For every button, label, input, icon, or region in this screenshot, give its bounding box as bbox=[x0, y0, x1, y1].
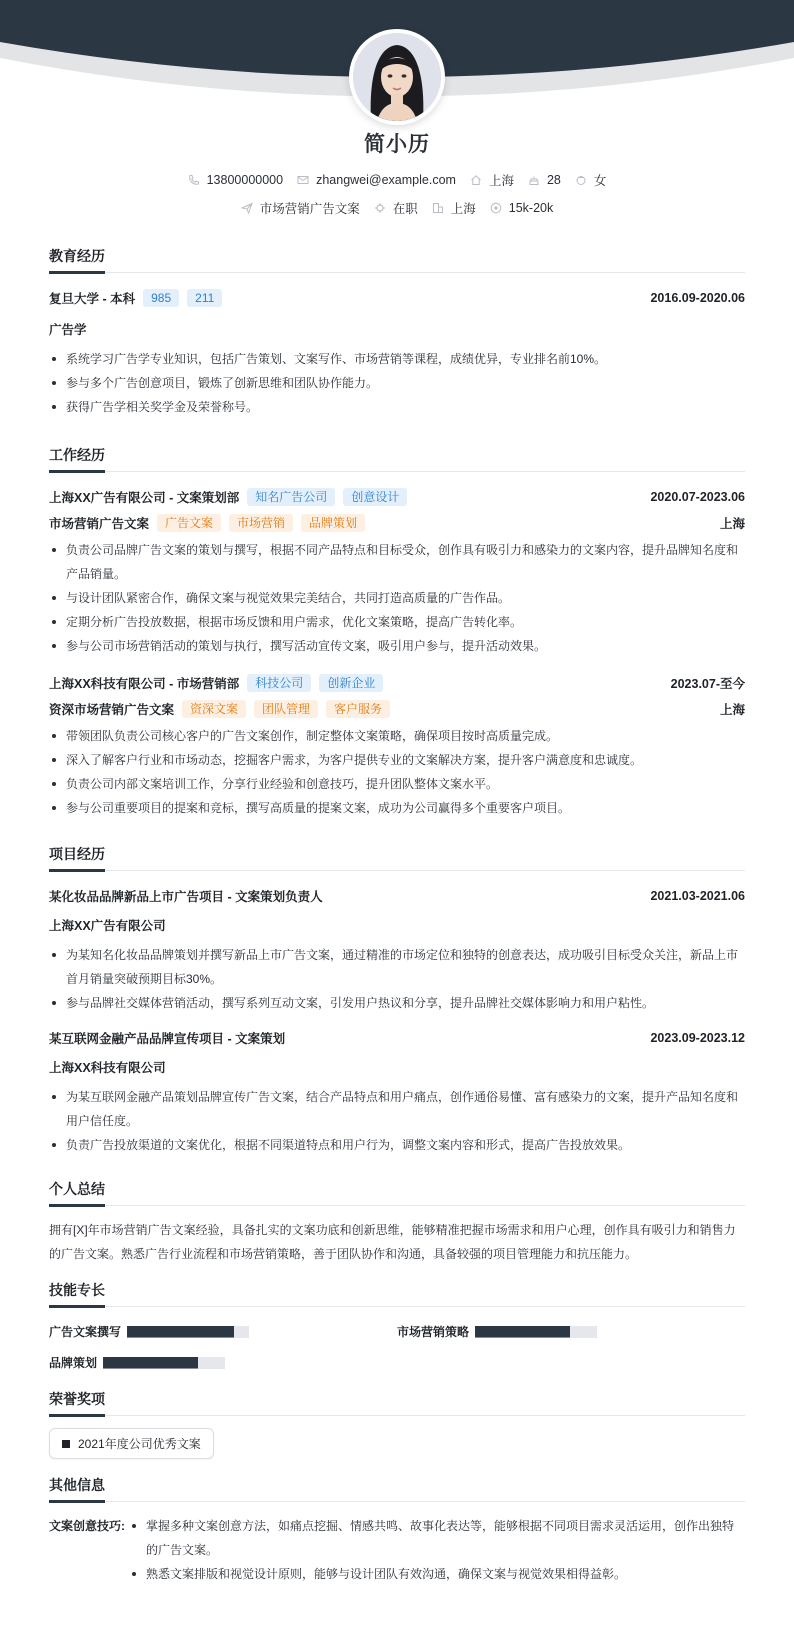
contact-info-row bbox=[0, 171, 794, 189]
skill-name: 广告文案撰写 bbox=[49, 1325, 122, 1339]
work-item bbox=[49, 670, 745, 820]
job-intent-salary bbox=[490, 201, 553, 215]
job-city-value: 上海 bbox=[450, 202, 476, 216]
skill-item bbox=[49, 1323, 397, 1340]
avatar bbox=[349, 29, 445, 125]
work-bullets bbox=[49, 538, 745, 658]
list-item: 系统学习广告学专业知识，包括广告策划、文案写作、市场营销等课程，成绩优异，专业排名前10%。 bbox=[49, 347, 745, 371]
skill-name: 品牌策划 bbox=[49, 1356, 98, 1370]
projects-section bbox=[49, 844, 745, 1157]
other-section bbox=[49, 1475, 745, 1586]
work-section bbox=[49, 445, 745, 820]
company-name: 上海XX广告有限公司 - 文案策划部 bbox=[49, 491, 240, 505]
other-info-label: 文案创意技巧: bbox=[49, 1519, 125, 1533]
list-item: 熟悉文案排版和视觉设计原则，能够与设计团队有效沟通，确保文案与视觉效果相得益彰。 bbox=[129, 1562, 745, 1586]
project-date: 2023.09-2023.12 bbox=[650, 1031, 745, 1045]
list-item: 掌握多种文案创意方法，如痛点挖掘、情感共鸣、故事化表达等，能够根据不同项目需求灵活运用，创作出独特的广告文案。 bbox=[129, 1514, 745, 1562]
salary-value: 15k-20k bbox=[508, 201, 554, 215]
work-bullets bbox=[49, 724, 745, 820]
project-header-row bbox=[49, 883, 745, 909]
email-value: zhangwei@example.com bbox=[316, 173, 456, 187]
education-item bbox=[49, 285, 745, 419]
project-header-row bbox=[49, 1025, 745, 1051]
position-tag: 资深文案 bbox=[182, 700, 246, 718]
position-tag: 广告文案 bbox=[157, 514, 221, 532]
contact-city bbox=[470, 171, 514, 189]
list-item: 为某互联网金融产品策划品牌宣传广告文案，结合产品特点和用户痛点，创作通俗易懂、富有感染力的文案，提升产品知名度和用户信任度。 bbox=[49, 1085, 745, 1133]
phone-value: 13800000000 bbox=[206, 173, 284, 187]
list-item: 深入了解客户行业和市场动态，挖掘客户需求，为客户提供专业的文案解决方案，提升客户满意度和忠诚度。 bbox=[49, 748, 745, 772]
age-value: 28 bbox=[546, 173, 561, 187]
list-item: 参与公司重要项目的提案和竞标，撰写高质量的提案文案，成功为公司赢得多个重要客户项目。 bbox=[49, 796, 745, 820]
skill-level-fill bbox=[475, 1326, 570, 1338]
job-intent-position bbox=[241, 199, 360, 217]
project-company: 上海XX广告有限公司 bbox=[49, 919, 166, 933]
skill-name: 市场营销策略 bbox=[397, 1325, 470, 1339]
work-company-row bbox=[49, 670, 745, 696]
work-location: 上海 bbox=[719, 517, 745, 531]
school-tag: 211 bbox=[187, 289, 222, 307]
project-item bbox=[49, 1025, 745, 1157]
list-item: 参与品牌社交媒体营销活动，撰写系列互动文案，引发用户热议和分享，提升品牌社交媒体影响力和用户粘性。 bbox=[49, 991, 745, 1015]
status-icon bbox=[374, 202, 386, 214]
work-company-row bbox=[49, 484, 745, 510]
position-tag: 客户服务 bbox=[326, 700, 390, 718]
school-tag: 985 bbox=[143, 289, 179, 307]
education-header-row bbox=[49, 285, 745, 311]
education-date: 2016.09-2020.06 bbox=[650, 291, 745, 305]
project-name: 某化妆品品牌新品上市广告项目 - 文案策划负责人 bbox=[49, 890, 323, 904]
list-item: 与设计团队紧密合作，确保文案与视觉效果完美结合，共同打造高质量的广告作品。 bbox=[49, 586, 745, 610]
company-tag: 科技公司 bbox=[247, 674, 311, 692]
position-tag: 团队管理 bbox=[254, 700, 318, 718]
section-title: 个人总结 bbox=[49, 1179, 745, 1206]
other-info-bullets bbox=[129, 1514, 745, 1586]
square-bullet-icon bbox=[62, 1440, 70, 1448]
company-tag: 创新企业 bbox=[319, 674, 383, 692]
skill-item bbox=[397, 1323, 745, 1340]
honor-name: 2021年度公司优秀文案 bbox=[78, 1437, 201, 1451]
school-name: 复旦大学 - 本科 bbox=[49, 292, 136, 306]
skill-level-bar bbox=[475, 1326, 597, 1338]
other-info-row bbox=[49, 1514, 745, 1586]
position-value: 市场营销广告文案 bbox=[259, 202, 360, 216]
list-item: 获得广告学相关奖学金及荣誉称号。 bbox=[49, 395, 745, 419]
major: 广告学 bbox=[49, 323, 87, 337]
skill-level-fill bbox=[127, 1326, 234, 1338]
project-item bbox=[49, 883, 745, 1015]
company-tag: 知名广告公司 bbox=[247, 488, 335, 506]
position-name: 资深市场营销广告文案 bbox=[49, 703, 175, 717]
project-bullets bbox=[49, 943, 745, 1015]
skills-list bbox=[49, 1323, 745, 1371]
summary-section bbox=[49, 1179, 745, 1266]
company-tag: 创意设计 bbox=[343, 488, 407, 506]
work-position-row bbox=[49, 696, 745, 722]
mail-icon bbox=[297, 174, 309, 186]
honors-section bbox=[49, 1389, 745, 1459]
list-item: 为某知名化妆品品牌策划并撰写新品上市广告文案，通过精准的市场定位和独特的创意表达，成功吸引目标受众关注，新品上市首月销量突破预期目标30%。 bbox=[49, 943, 745, 991]
building-icon bbox=[432, 202, 444, 214]
section-title: 工作经历 bbox=[49, 445, 745, 472]
position-tag: 市场营销 bbox=[229, 514, 293, 532]
work-date: 2020.07-2023.06 bbox=[650, 490, 745, 504]
list-item: 参与公司市场营销活动的策划与执行，撰写活动宣传文案，吸引用户参与，提升活动效果。 bbox=[49, 634, 745, 658]
list-item: 参与多个广告创意项目，锻炼了创新思维和团队协作能力。 bbox=[49, 371, 745, 395]
job-intent-row bbox=[0, 199, 794, 217]
phone-icon bbox=[188, 174, 200, 186]
send-icon bbox=[241, 202, 253, 214]
skills-section bbox=[49, 1280, 745, 1371]
work-position-row bbox=[49, 510, 745, 536]
job-intent-city bbox=[432, 199, 476, 217]
age-icon bbox=[528, 174, 540, 186]
home-icon bbox=[470, 174, 482, 186]
list-item: 负责公司内部文案培训工作，分享行业经验和创意技巧，提升团队整体文案水平。 bbox=[49, 772, 745, 796]
skill-level-bar bbox=[103, 1357, 225, 1369]
skill-level-bar bbox=[127, 1326, 249, 1338]
education-section bbox=[49, 246, 745, 419]
list-item: 负责公司品牌广告文案的策划与撰写，根据不同产品特点和目标受众，创作具有吸引力和感染力的文案内容，提升品牌知名度和产品销量。 bbox=[49, 538, 745, 586]
education-bullets bbox=[49, 347, 745, 419]
project-name: 某互联网金融产品品牌宣传项目 - 文案策划 bbox=[49, 1032, 286, 1046]
gender-icon bbox=[575, 174, 587, 186]
status-value: 在职 bbox=[392, 202, 418, 216]
job-intent-status bbox=[374, 199, 418, 217]
contact-age bbox=[528, 173, 561, 187]
contact-email bbox=[297, 173, 456, 187]
avatar-photo bbox=[353, 33, 441, 121]
skill-level-fill bbox=[103, 1357, 198, 1369]
contact-gender bbox=[575, 171, 607, 189]
section-title: 教育经历 bbox=[49, 246, 745, 273]
work-item bbox=[49, 484, 745, 658]
project-date: 2021.03-2021.06 bbox=[650, 889, 745, 903]
candidate-name: 简小历 bbox=[364, 133, 430, 156]
gender-value: 女 bbox=[593, 174, 607, 188]
section-title: 技能专长 bbox=[49, 1280, 745, 1307]
city-value: 上海 bbox=[488, 174, 514, 188]
work-location: 上海 bbox=[719, 703, 745, 717]
section-title: 荣誉奖项 bbox=[49, 1389, 745, 1416]
skill-item bbox=[49, 1354, 397, 1371]
section-title: 其他信息 bbox=[49, 1475, 745, 1502]
salary-icon bbox=[490, 202, 502, 214]
position-name: 市场营销广告文案 bbox=[49, 517, 150, 531]
list-item: 带领团队负责公司核心客户的广告文案创作，制定整体文案策略，确保项目按时高质量完成。 bbox=[49, 724, 745, 748]
resume-body bbox=[49, 246, 745, 1586]
list-item: 负责广告投放渠道的文案优化，根据不同渠道特点和用户行为，调整文案内容和形式，提高广告投放效果。 bbox=[49, 1133, 745, 1157]
summary-text: 拥有[X]年市场营销广告文案经验，具备扎实的文案功底和创新思维，能够精准把握市场需求和用户心理，创作具有吸引力和销售力的广告文案。熟悉广告行业流程和市场营销策略，善于团队协作和沟通，具备较强的项目管理能力和抗压能力。 bbox=[49, 1223, 736, 1261]
section-title: 项目经历 bbox=[49, 844, 745, 871]
honor-badge bbox=[49, 1428, 214, 1459]
project-bullets bbox=[49, 1085, 745, 1157]
company-name: 上海XX科技有限公司 - 市场营销部 bbox=[49, 677, 240, 691]
list-item: 定期分析广告投放数据，根据市场反馈和用户需求，优化文案策略，提高广告转化率。 bbox=[49, 610, 745, 634]
position-tag: 品牌策划 bbox=[301, 514, 365, 532]
project-company: 上海XX科技有限公司 bbox=[49, 1061, 166, 1075]
work-date: 2023.07-至今 bbox=[670, 677, 745, 691]
contact-phone bbox=[188, 173, 283, 187]
